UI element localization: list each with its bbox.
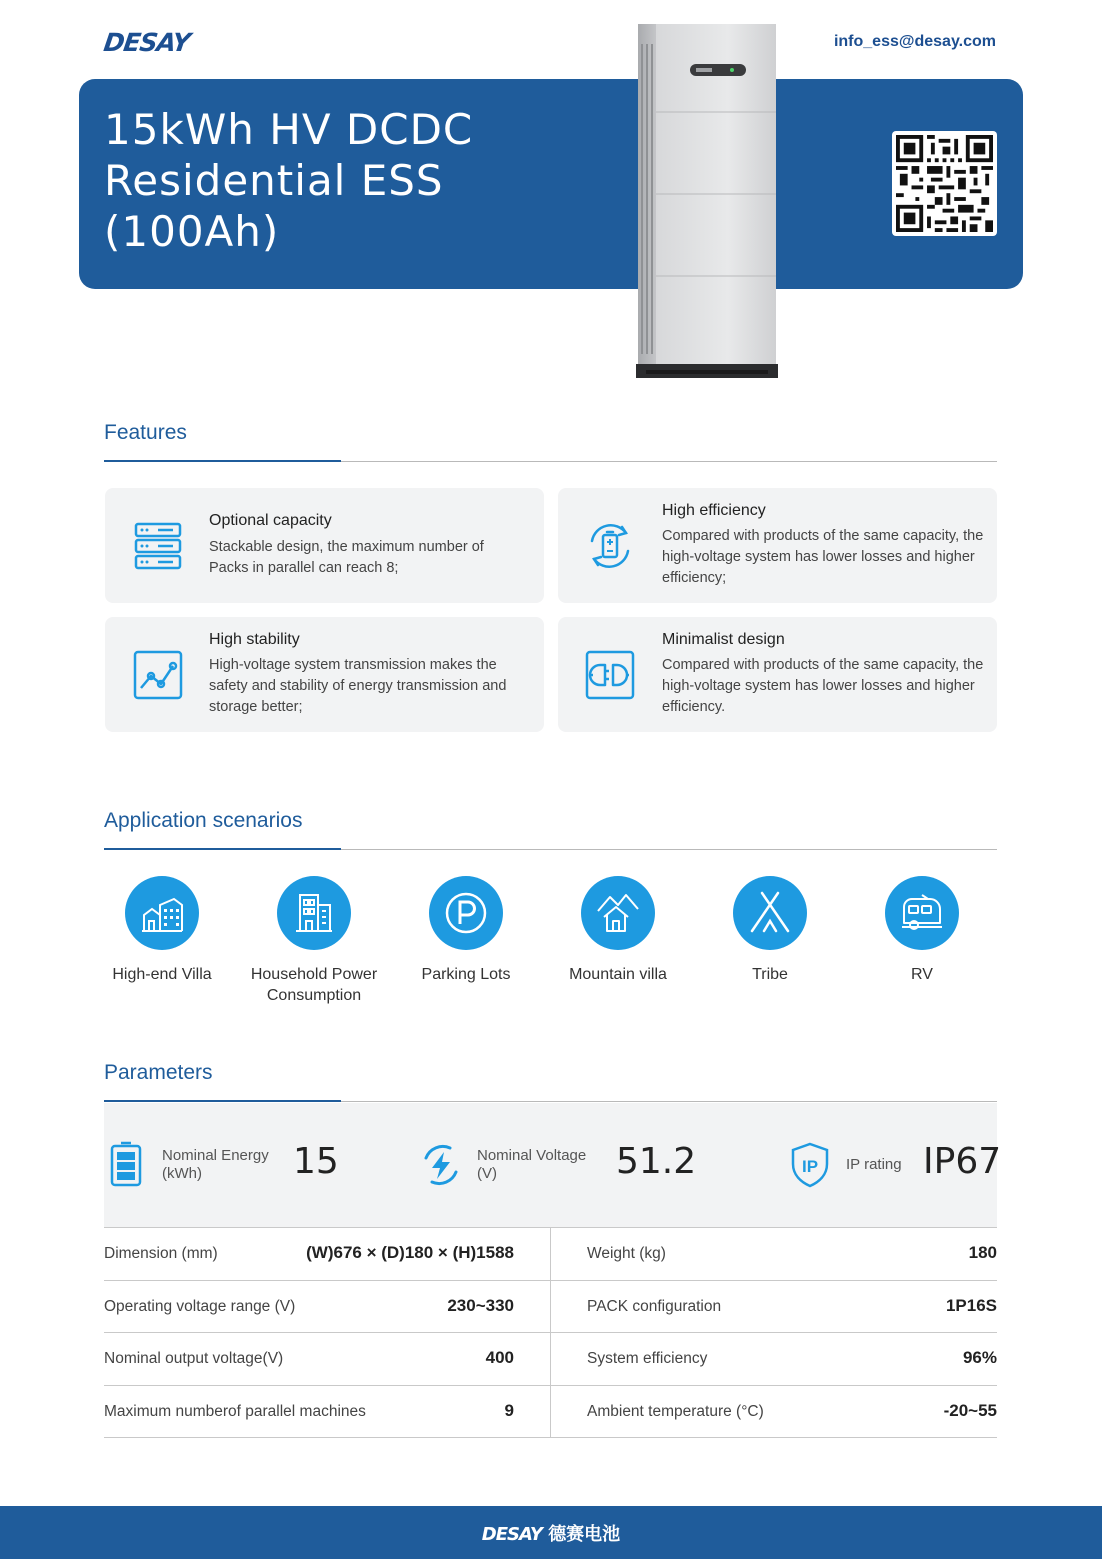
application-label: Mountain villa [569,966,667,983]
application-label: Tribe [752,966,788,983]
param-label-max-parallel: Maximum numberof parallel machines [104,1403,366,1420]
param-label-operating-voltage: Operating voltage range (V) [104,1298,296,1315]
villa-icon [140,891,184,935]
ip-badge-text: IP [801,1157,819,1176]
application-tribe [695,876,845,985]
kpi-value-nominal-energy: 15 [293,1141,339,1182]
building-icon [292,891,336,935]
desay-logo: DESAY [101,28,192,57]
product-title-line-2: Residential ESS [104,156,444,205]
kpi-label-ip-rating: IP rating [846,1156,902,1173]
application-label: Parking Lots [421,966,511,983]
param-value-nominal-output-voltage: 400 [485,1348,514,1367]
rv-icon [900,891,944,935]
application-rv [847,876,997,985]
feature-title: High efficiency [662,502,766,519]
feature-card-high-stability [105,617,544,732]
feature-title: Optional capacity [209,512,332,529]
battery-cycle-icon [584,521,636,571]
feature-description: Compared with products of the same capacity, the high-voltage system has lower losses and higher efficiency. [662,657,984,715]
application-high-end-villa [87,876,237,985]
product-title-line-1: 15kWh HV DCDC [104,105,474,154]
param-value-weight: 180 [968,1243,997,1262]
tent-icon [748,891,792,935]
battery-icon [110,1141,142,1187]
plug-icon [585,650,635,700]
param-label-nominal-output-voltage: Nominal output voltage(V) [104,1350,284,1367]
footer-logo-cn: 德赛电池 [548,1524,621,1545]
param-label-ambient-temperature: Ambient temperature (°C) [587,1403,764,1420]
kpi-value-nominal-voltage: 51.2 [616,1141,697,1182]
contact-email[interactable]: info_ess@desay.com [833,33,996,50]
param-value-pack-config: 1P16S [945,1296,997,1315]
qr-code-icon [896,135,993,232]
feature-description: Stackable design, the maximum number of Packs in parallel can reach 8; [209,539,484,576]
shield-ip-icon [790,1142,830,1188]
application-label: High-end Villa [112,966,212,983]
features-heading: Features [104,421,187,444]
feature-description: Compared with products of the same capacity, the high-voltage system has lower losses and higher efficiency; [662,528,984,586]
param-value-max-parallel: 9 [504,1401,514,1420]
param-label-system-efficiency: System efficiency [587,1350,708,1367]
parameters-divider-accent [104,1100,341,1102]
param-value-system-efficiency: 96% [962,1348,997,1367]
product-image [636,24,778,378]
feature-card-optional-capacity [105,488,544,603]
param-label-dimension: Dimension (mm) [104,1245,218,1262]
kpi-label-nominal-voltage: Nominal Voltage (V) [477,1147,587,1182]
param-value-ambient-temperature: -20~55 [943,1401,997,1420]
param-value-dimension: (W)676 × (D)180 × (H)1588 [306,1243,514,1262]
feature-title: Minimalist design [662,631,785,648]
parking-icon [444,891,488,935]
lightning-icon [418,1142,464,1188]
application-label: Household Power Consumption [250,966,378,1004]
applications-divider-accent [104,848,341,850]
feature-card-high-efficiency [558,488,997,603]
application-parking-lots [391,876,541,985]
parameters-heading: Parameters [104,1061,213,1084]
footer-logo [0,1520,1102,1546]
features-divider-accent [104,460,341,462]
product-title-line-3: (100Ah) [104,207,280,256]
feature-title: High stability [209,631,300,648]
param-label-pack-config: PACK configuration [587,1298,722,1315]
application-label: RV [911,966,933,983]
application-household-power [239,876,389,1006]
feature-card-minimalist-design [558,617,997,732]
table-line [104,1437,997,1438]
kpi-value-ip-rating: IP67 [923,1141,1002,1182]
product-title [104,104,524,257]
applications-heading: Application scenarios [104,809,303,832]
footer-logo-en: DESAY [481,1524,542,1545]
table-column-divider [550,1228,551,1437]
server-stack-icon [133,521,183,571]
qr-code [892,131,997,236]
param-label-weight: Weight (kg) [587,1245,666,1262]
kpi-label-nominal-energy: Nominal Energy (kWh) [162,1147,269,1182]
line-chart-icon [133,650,183,700]
battery-tower-icon [636,24,778,378]
mountain-house-icon [596,891,640,935]
feature-description: High-voltage system transmission makes the safety and stability of energy transmission and storage better; [209,657,507,715]
param-value-operating-voltage: 230~330 [447,1296,514,1315]
application-mountain-villa [543,876,693,985]
